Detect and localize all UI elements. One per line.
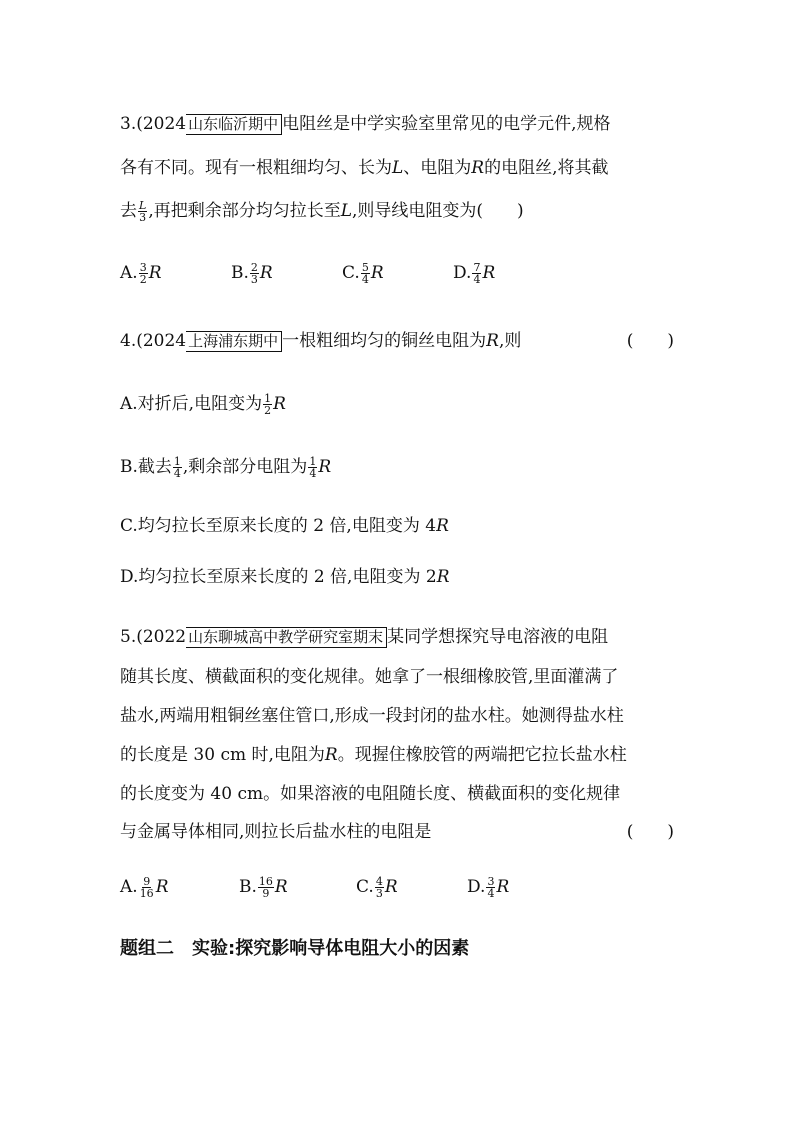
q5-answer-bracket: ( ) [626,822,674,842]
q5-line-2: 随其长度、横截面积的变化规律。她拿了一根细橡胶管,里面灌满了 [120,667,619,687]
q4-number: 4.(2024 [120,331,187,351]
q5-option-c[interactable]: C. $\frac{4}{3}$ R [356,875,398,900]
q4-text: ,则 [498,331,522,351]
q3-option-c[interactable]: C. $\frac{5}{4}$ R [342,261,384,286]
fraction: $\frac{3}{4}$ [487,875,495,900]
fraction: $\frac{9}{16}$ [139,875,154,900]
q3-text: 去 [120,201,137,221]
q3-text: 、电阻为 [403,158,472,178]
fraction: $\frac{2}{3}$ [250,261,258,286]
q5-line-4: 的长度是 30 cm 时,电阻为R。现握住橡胶管的两端把它拉长盐水柱 [120,745,627,765]
fraction: $\frac{1}{2}$ [264,392,272,417]
q4-option-a[interactable]: A.对折后,电阻变为 $\frac{1}{2}$ R [120,392,286,417]
q3-line-2 [120,157,609,179]
fraction: $\frac{5}{4}$ [361,261,369,286]
q5-source: 山东聊城高中教学研究室期末 [186,627,387,648]
q4-text: 一根粗细均匀的铜丝电阻为 [282,331,487,351]
q4-line-1 [120,330,521,352]
variable-L: L [340,201,353,221]
variable-R: R [471,158,485,178]
q5-line-3: 盐水,两端用粗铜丝塞住管口,形成一段封闭的盐水柱。她测得盐水柱 [120,706,624,726]
q5-text: 某同学想探究导电溶液的电阻 [387,627,609,647]
variable-L: L [392,158,404,178]
group-label: 题组二 [120,938,174,959]
q4-option-c[interactable]: C.均匀拉长至原来长度的 2 倍,电阻变为 4R [120,516,449,536]
q3-line-3 [120,200,524,223]
variable-R: R [324,745,338,765]
fraction: $\frac{1}{4}$ [173,455,181,480]
q3-text: 的电阻丝,将其截 [484,158,609,178]
q4-option-d[interactable]: D.均匀拉长至原来长度的 2 倍,电阻变为 2R [120,567,450,587]
fraction: $\frac{L}{3}$ [139,199,147,224]
q3-text: 各有不同。现有一根粗细均匀、长为 [120,158,392,178]
section-heading [120,934,469,960]
section-title: 实验:探究影响导体电阻大小的因素 [192,938,470,959]
variable-R: R [486,331,499,351]
fraction: $\frac{1}{4}$ [309,455,317,480]
q5-option-d[interactable]: D. $\frac{3}{4}$ R [467,875,510,900]
fraction: $\frac{16}{9}$ [258,875,273,900]
fraction: $\frac{3}{2}$ [139,261,147,286]
q3-text: ,则导线电阻变为 [352,201,477,221]
q4-answer-bracket: ( ) [626,331,674,351]
q3-option-a[interactable]: A. $\frac{3}{2}$ R [120,261,162,286]
q3-line-1 [120,113,611,135]
fraction: $\frac{7}{4}$ [473,261,481,286]
q4-option-b[interactable]: B.截去 $\frac{1}{4}$ ,剩余部分电阻为 $\frac{1}{4}$ R [120,455,332,480]
q5-option-b[interactable]: B. $\frac{16}{9}$ R [239,875,288,900]
q5-line-5: 的长度变为 40 cm。如果溶液的电阻随长度、横截面积的变化规律 [120,784,621,804]
answer-bracket: ( ) [476,201,524,221]
q3-number: 3.(2024 [120,114,187,134]
q5-line-1 [120,626,608,648]
q3-option-b[interactable]: B. $\frac{2}{3}$ R [231,261,273,286]
q3-source: 山东临沂期中 [186,114,282,135]
q3-text: ,再把剩余部分均匀拉长至 [148,201,341,221]
q5-number: 5.(2022 [120,627,187,647]
q3-option-d[interactable]: D. $\frac{7}{4}$ R [453,261,496,286]
fraction: $\frac{4}{3}$ [375,875,383,900]
q5-line-6: 与金属导体相同,则拉长后盐水柱的电阻是 [120,822,432,842]
q5-option-a[interactable]: A. $\frac{9}{16}$ R [120,875,169,900]
q3-text: 电阻丝是中学实验室里常见的电学元件,规格 [282,114,611,134]
q4-source: 上海浦东期中 [186,331,282,352]
